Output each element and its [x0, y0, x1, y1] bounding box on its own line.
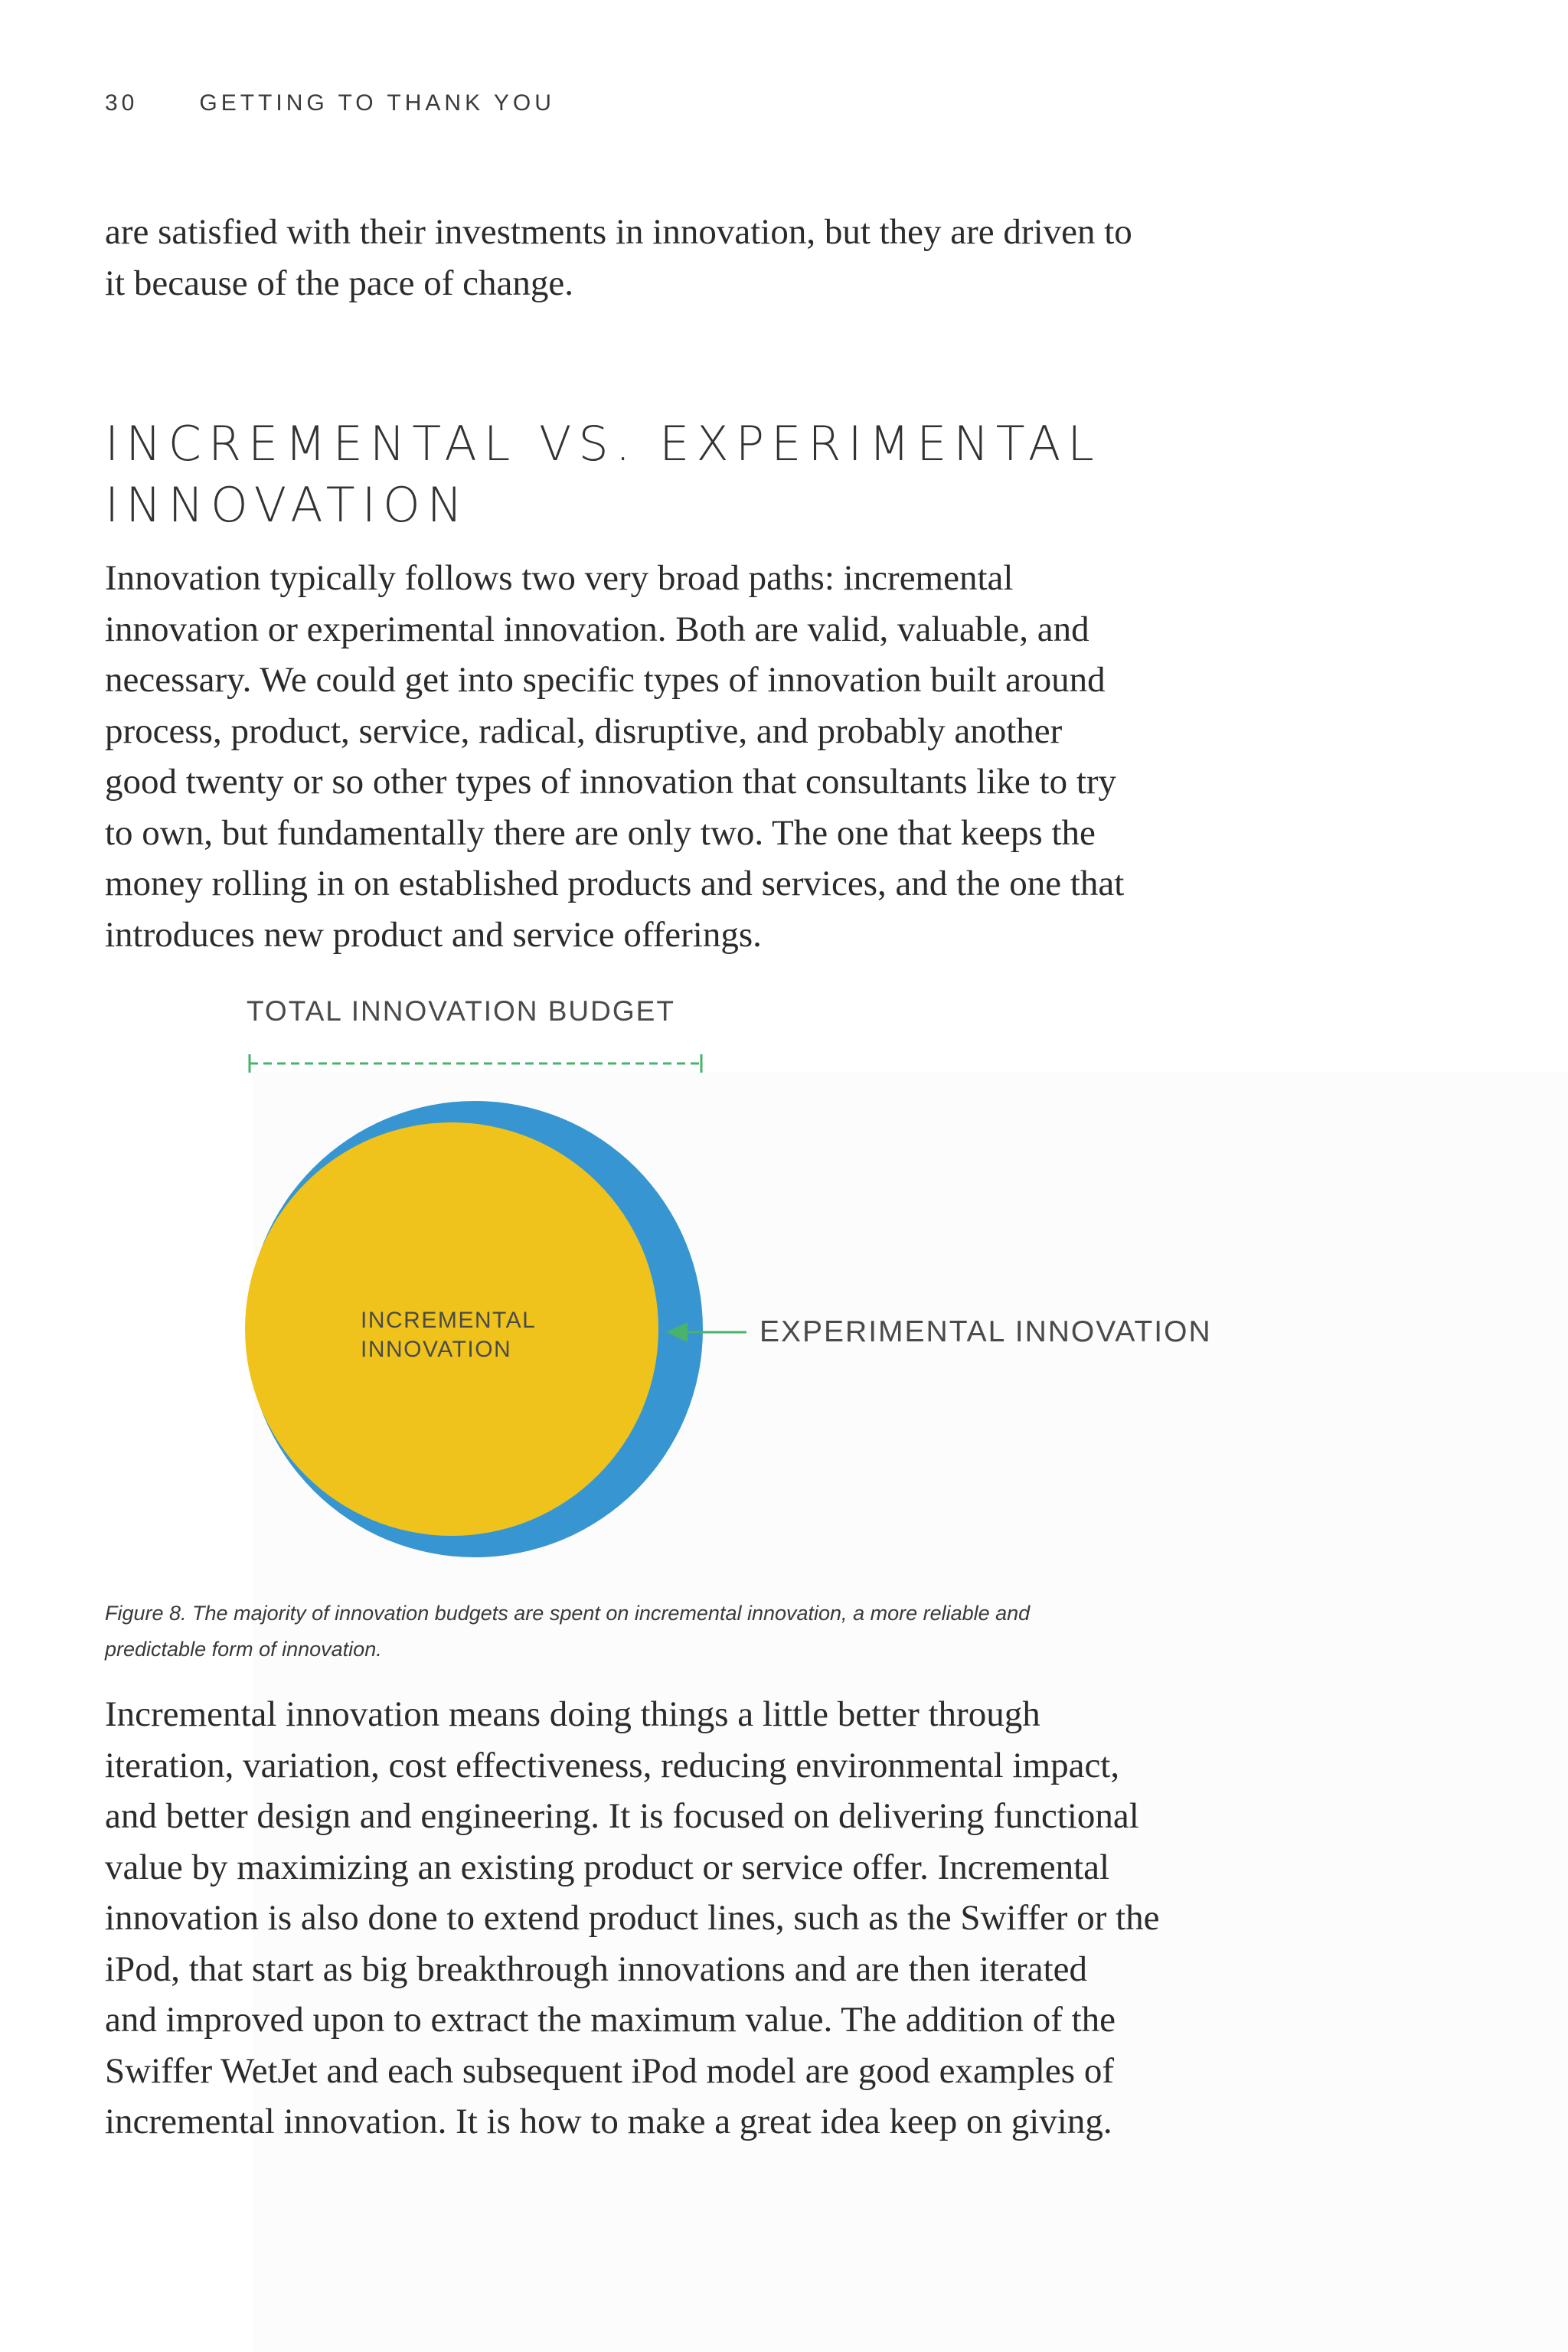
text-line: good twenty or so other types of innovation that consultants like to try — [105, 762, 1117, 802]
innovation-budget-figure — [0, 988, 1568, 1570]
text-line: Swiffer WetJet and each subsequent iPod model are good examples of — [105, 2050, 1114, 2091]
heading-line: INNOVATION — [105, 477, 470, 533]
book-title: GETTING TO THANK YOU — [199, 90, 555, 116]
text-line: and better design and engineering. It is focused on delivering functional — [105, 1796, 1139, 1836]
text-line: money rolling in on established products and services, and the one that — [105, 864, 1125, 903]
caption-line: predictable form of innovation. — [105, 1638, 382, 1661]
experimental-label: EXPERIMENTAL INNOVATION — [760, 1315, 1212, 1348]
text-line: iPod, that start as big breakthrough innovations and are then iterated — [105, 1949, 1088, 1989]
intro-paragraph — [105, 207, 1361, 309]
figure-caption — [105, 1596, 1376, 1668]
budget-label: TOTAL INNOVATION BUDGET — [247, 995, 675, 1027]
text-line: it because of the pace of change. — [105, 263, 573, 303]
text-line: Innovation typically follows two very broad paths: incremental — [105, 558, 1014, 598]
section-heading — [105, 413, 1101, 536]
text-line: are satisfied with their investments in innovation, but they are driven to — [105, 212, 1132, 252]
text-line: value by maximizing an existing product or service offer. Incremental — [105, 1847, 1110, 1887]
page-number: 30 — [105, 90, 139, 116]
text-line: incremental innovation. It is how to make a great idea keep on giving. — [105, 2102, 1112, 2141]
text-line: iteration, variation, cost effectiveness, reducing environmental impact, — [105, 1745, 1120, 1785]
text-line: innovation is also done to extend product lines, such as the Swiffer or the — [105, 1898, 1160, 1938]
text-line: to own, but fundamentally there are only two. The one that keeps the — [105, 812, 1096, 853]
text-line: innovation or experimental innovation. Both are valid, valuable, and — [105, 609, 1089, 649]
text-line: necessary. We could get into specific types of innovation built around — [105, 660, 1106, 700]
paragraph-1 — [105, 553, 1361, 960]
figure-graphic — [0, 988, 1568, 1570]
text-line: introduces new product and service offerings. — [105, 914, 762, 955]
running-head — [105, 90, 555, 116]
heading-line: INCREMENTAL VS. EXPERIMENTAL — [105, 416, 1101, 472]
incremental-label-line: INCREMENTAL — [361, 1308, 537, 1333]
text-line: process, product, service, radical, disruptive, and probably another — [105, 710, 1063, 751]
text-line: and improved upon to extract the maximum value. The addition of the — [105, 2000, 1116, 2040]
incremental-label-line: INNOVATION — [361, 1337, 512, 1362]
text-line: Incremental innovation means doing things a little better through — [105, 1694, 1040, 1734]
paragraph-2 — [105, 1689, 1361, 2148]
caption-line: Figure 8. The majority of innovation budgets are spent on incremental innovation, a more reliable and — [105, 1602, 1031, 1625]
